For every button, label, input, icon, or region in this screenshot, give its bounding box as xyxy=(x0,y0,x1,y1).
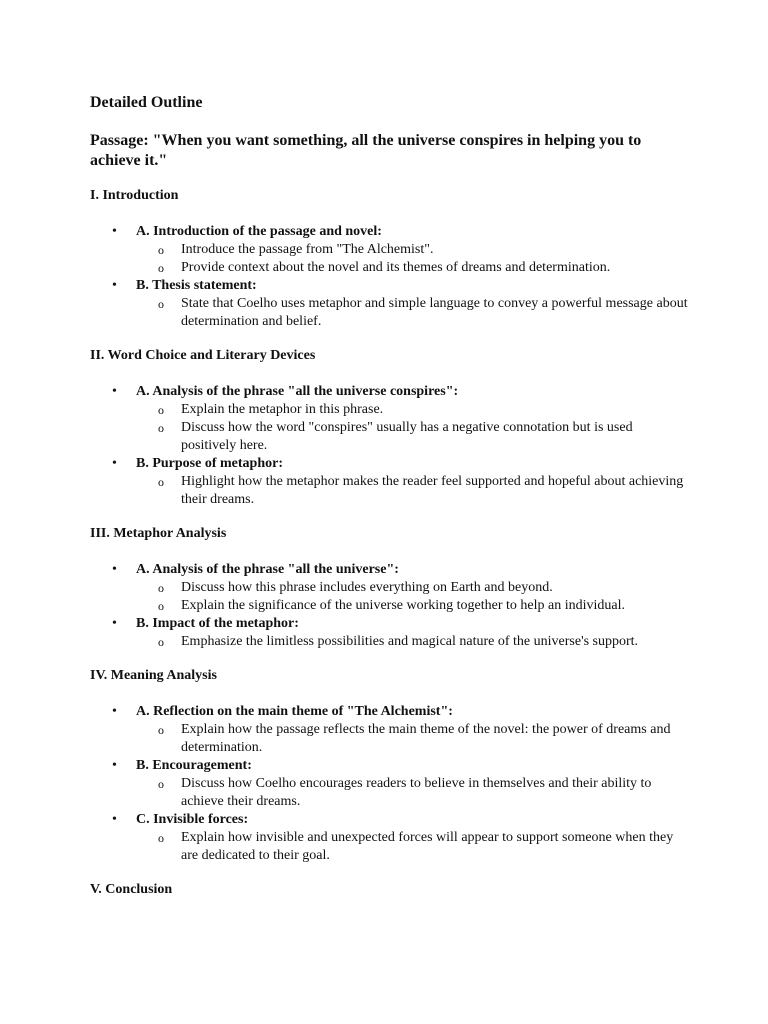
outline-sublist xyxy=(136,401,690,455)
section-heading: I. Introduction xyxy=(90,188,179,203)
outline-subitem-text: Emphasize the limitless possibilities and magical nature of the universe's support. xyxy=(181,634,639,649)
outline-subitem-text: State that Coelho uses metaphor and simple language to convey a powerful message about determination and belief. xyxy=(181,296,688,329)
outline-subitem xyxy=(136,401,690,419)
outline-subitem-text: Explain the metaphor in this phrase. xyxy=(181,402,384,417)
circle-bullet-icon: o xyxy=(158,777,164,791)
section-heading: II. Word Choice and Literary Devices xyxy=(90,348,316,363)
outline-section xyxy=(90,667,690,865)
outline-item xyxy=(90,223,690,277)
outline-item xyxy=(90,383,690,455)
circle-bullet-icon: o xyxy=(158,723,164,737)
outline-subitem xyxy=(136,829,690,865)
section-heading: IV. Meaning Analysis xyxy=(90,668,217,683)
outline-item xyxy=(90,277,690,331)
circle-bullet-icon: o xyxy=(158,475,164,489)
bullet-icon: • xyxy=(112,562,117,577)
outline-item-label: B. Thesis statement: xyxy=(136,278,257,293)
outline-item-label: A. Reflection on the main theme of "The Alchemist": xyxy=(136,704,453,719)
section-heading: V. Conclusion xyxy=(90,882,173,897)
bullet-icon: • xyxy=(112,224,117,239)
bullet-icon: • xyxy=(112,812,117,827)
bullet-icon: • xyxy=(112,456,117,471)
outline-item-label: B. Purpose of metaphor: xyxy=(136,456,283,471)
circle-bullet-icon: o xyxy=(158,581,164,595)
outline-subitem xyxy=(136,775,690,811)
circle-bullet-icon: o xyxy=(158,635,164,649)
outline-subitem xyxy=(136,473,690,509)
outline-item-label: A. Analysis of the phrase "all the universe": xyxy=(136,562,399,577)
outline-item-label: C. Invisible forces: xyxy=(136,812,249,827)
outline-subitem xyxy=(136,597,690,615)
bullet-icon: • xyxy=(112,384,117,399)
outline-subitem xyxy=(136,259,690,277)
outline-subitem-text: Discuss how this phrase includes everything on Earth and beyond. xyxy=(181,580,553,595)
outline-section xyxy=(90,187,690,331)
outline-subitem xyxy=(136,295,690,331)
outline-sublist xyxy=(136,829,690,865)
outline-list xyxy=(90,223,690,331)
outline-subitem-text: Highlight how the metaphor makes the reader feel supported and hopeful about achieving their dreams. xyxy=(181,474,684,507)
circle-bullet-icon: o xyxy=(158,421,164,435)
outline-item-label: A. Analysis of the phrase "all the universe conspires": xyxy=(136,384,459,399)
section-heading: III. Metaphor Analysis xyxy=(90,526,227,541)
outline-subitem xyxy=(136,633,690,651)
outline-subitem-text: Provide context about the novel and its themes of dreams and determination. xyxy=(181,260,611,275)
circle-bullet-icon: o xyxy=(158,599,164,613)
outline-item-label: B. Encouragement: xyxy=(136,758,252,773)
bullet-icon: • xyxy=(112,758,117,773)
outline-subitem-text: Explain how the passage reflects the main theme of the novel: the power of dreams and determination. xyxy=(181,722,671,755)
outline-list xyxy=(90,703,690,865)
circle-bullet-icon: o xyxy=(158,261,164,275)
circle-bullet-icon: o xyxy=(158,297,164,311)
outline-sublist xyxy=(136,633,690,651)
outline-item xyxy=(90,455,690,509)
outline-section xyxy=(90,525,690,651)
circle-bullet-icon: o xyxy=(158,831,164,845)
outline-item-label: A. Introduction of the passage and novel: xyxy=(136,224,382,239)
bullet-icon: • xyxy=(112,704,117,719)
outline-sublist xyxy=(136,295,690,331)
bullet-icon: • xyxy=(112,278,117,293)
outline-subitem-text: Introduce the passage from "The Alchemist". xyxy=(181,242,434,257)
outline-section xyxy=(90,881,690,899)
outline-section xyxy=(90,347,690,509)
circle-bullet-icon: o xyxy=(158,403,164,417)
outline-item xyxy=(90,811,690,865)
outline-subitem xyxy=(136,241,690,259)
outline-item-label: B. Impact of the metaphor: xyxy=(136,616,299,631)
outline-sublist xyxy=(136,241,690,277)
bullet-icon: • xyxy=(112,616,117,631)
circle-bullet-icon: o xyxy=(158,243,164,257)
outline-sublist xyxy=(136,775,690,811)
outline-sublist xyxy=(136,579,690,615)
outline-sections xyxy=(90,187,690,899)
outline-item xyxy=(90,561,690,615)
passage-quote: Passage: "When you want something, all the universe conspires in helping you to achieve it." xyxy=(90,132,642,169)
outline-item xyxy=(90,703,690,757)
outline-item xyxy=(90,615,690,651)
outline-subitem-text: Explain the significance of the universe working together to help an individual. xyxy=(181,598,625,613)
outline-list xyxy=(90,383,690,509)
document-page xyxy=(90,93,690,917)
document-title: Detailed Outline xyxy=(90,94,203,111)
outline-subitem-text: Discuss how the word "conspires" usually has a negative connotation but is used positively here. xyxy=(181,420,633,453)
outline-subitem-text: Explain how invisible and unexpected forces will appear to support someone when they are dedicated to their goal. xyxy=(181,830,674,863)
outline-sublist xyxy=(136,473,690,509)
outline-subitem-text: Discuss how Coelho encourages readers to believe in themselves and their ability to achieve their dreams. xyxy=(181,776,652,809)
outline-subitem xyxy=(136,419,690,455)
outline-sublist xyxy=(136,721,690,757)
outline-subitem xyxy=(136,721,690,757)
outline-subitem xyxy=(136,579,690,597)
outline-item xyxy=(90,757,690,811)
outline-list xyxy=(90,561,690,651)
